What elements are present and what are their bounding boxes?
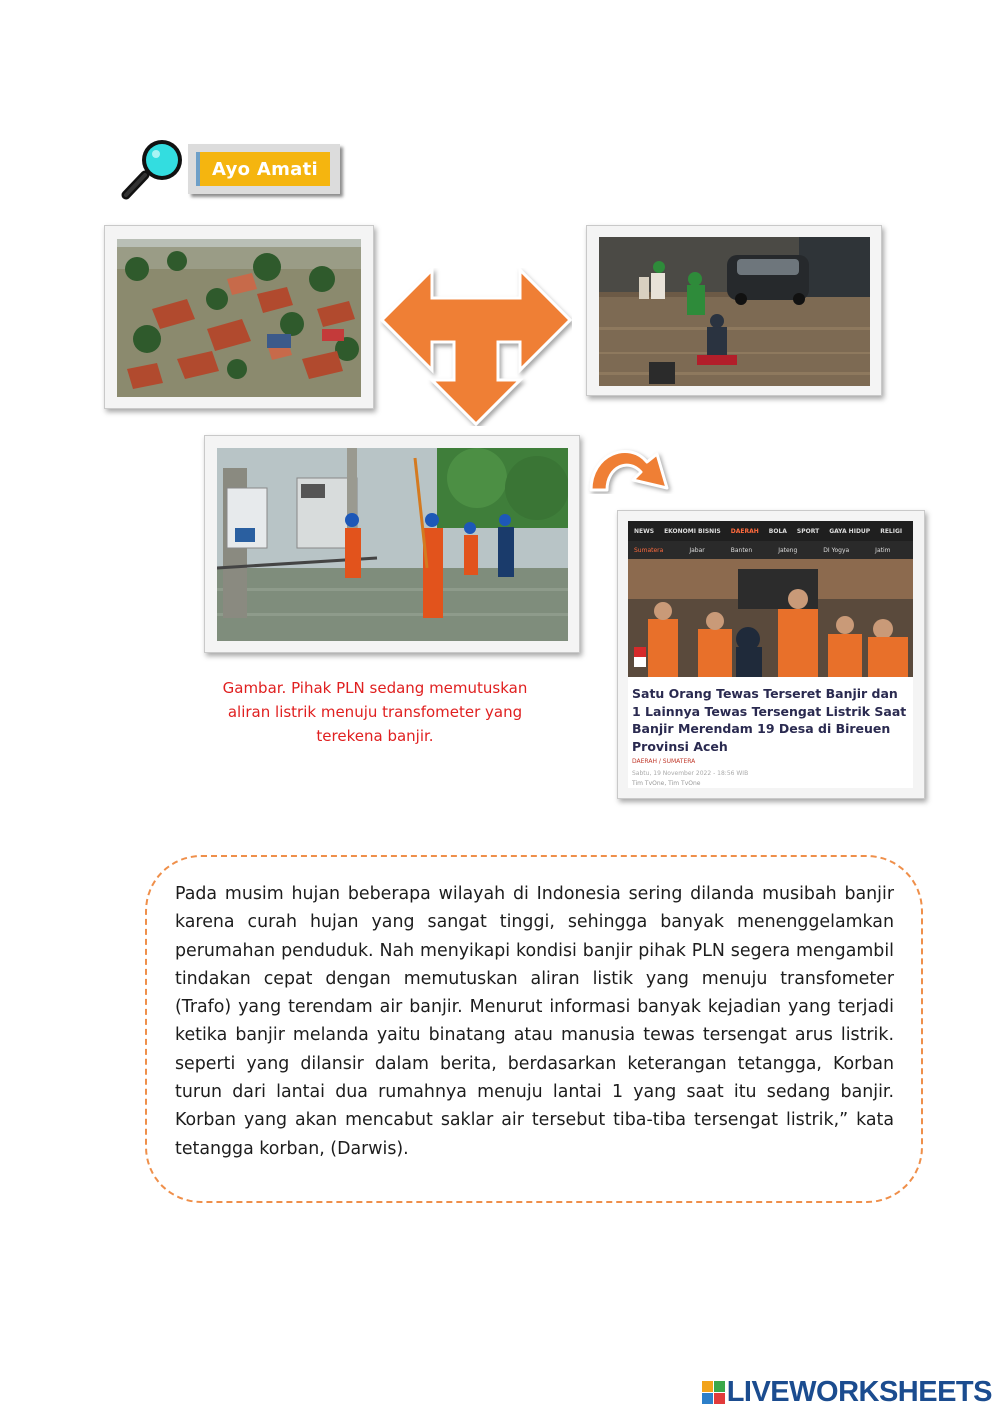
curved-arrow-icon (585, 436, 677, 494)
news-subnav-item: Jatim (875, 546, 891, 554)
news-subnav-item: DI Yogya (823, 546, 850, 554)
news-subnav-item: Jabar (689, 546, 705, 554)
news-nav-item: BOLA (768, 527, 787, 535)
news-nav-item: RELIGI (880, 527, 903, 535)
news-author: Tim TvOne, Tim TvOne (632, 780, 701, 787)
badge-label: Ayo Amati (196, 152, 330, 186)
photo-flood-street (586, 225, 882, 396)
news-photo (628, 559, 913, 677)
body-paragraph: Pada musim hujan beberapa wilayah di Indonesia sering dilanda musibah banjir karena curah hujan yang sangat tinggi, sehingga banyak menenggelamkan perumahan penduduk. Nah menyikapi kondisi banjir pihak PLN segera mengambil tindakan cepat dengan memutuskan aliran listik yang menuju transfometer (Trafo) yang terendam air banjir. Menurut informasi banyak kejadian yang terjadi ketika banjir melanda yaitu binatang atau manusia tewas tersengat arus listrik. seperti yang dilansir dalam berita, berdasarkan keterangan tetangga, Korban turun dari lantai dua rumahnya menuju lantai 1 yang saat itu sedang banjir. Korban yang akan mencabut saklar air tersebut tiba-tiba tersengat listrik,” kata tetangga korban, (Darwis). (175, 884, 894, 1159)
news-date: Sabtu, 19 November 2022 - 18:56 WIB (632, 770, 749, 777)
brand-icon (702, 1381, 725, 1404)
news-nav-item: NEWS (634, 527, 655, 535)
news-subnav-item: Banten (730, 546, 753, 554)
news-nav-item: SPORT (796, 527, 820, 535)
photo-caption: Gambar. Pihak PLN sedang memutuskan aliran listrik menuju transfometer yang terekena banjir. (222, 679, 528, 745)
magnifier-icon (118, 138, 190, 202)
news-nav (628, 521, 913, 541)
photo-pln-workers (204, 435, 580, 653)
news-nav-item: DAERAH (730, 527, 759, 535)
photo-flood-aerial (104, 225, 374, 409)
news-headline: Satu Orang Tewas Terseret Banjir dan 1 Lainnya Tewas Tersengat Listrik Saat Banjir Merendam 19 Desa di Bireuen Provinsi Aceh (632, 686, 907, 754)
news-nav-item: EKONOMI BISNIS (664, 527, 721, 535)
news-screenshot (617, 510, 925, 799)
liveworksheets-logo (702, 1376, 992, 1409)
four-way-arrow-icon (380, 268, 572, 426)
section-badge (188, 144, 340, 194)
news-subnav-item: Sumatera (634, 546, 664, 554)
news-subnav (628, 541, 913, 559)
news-category: DAERAH / SUMATERA (632, 758, 696, 765)
news-subnav-item: Jateng (778, 546, 798, 554)
brand-name: LIVEWORKSHEETS (726, 1376, 992, 1408)
news-nav-item: GAYA HIDUP (829, 527, 871, 535)
